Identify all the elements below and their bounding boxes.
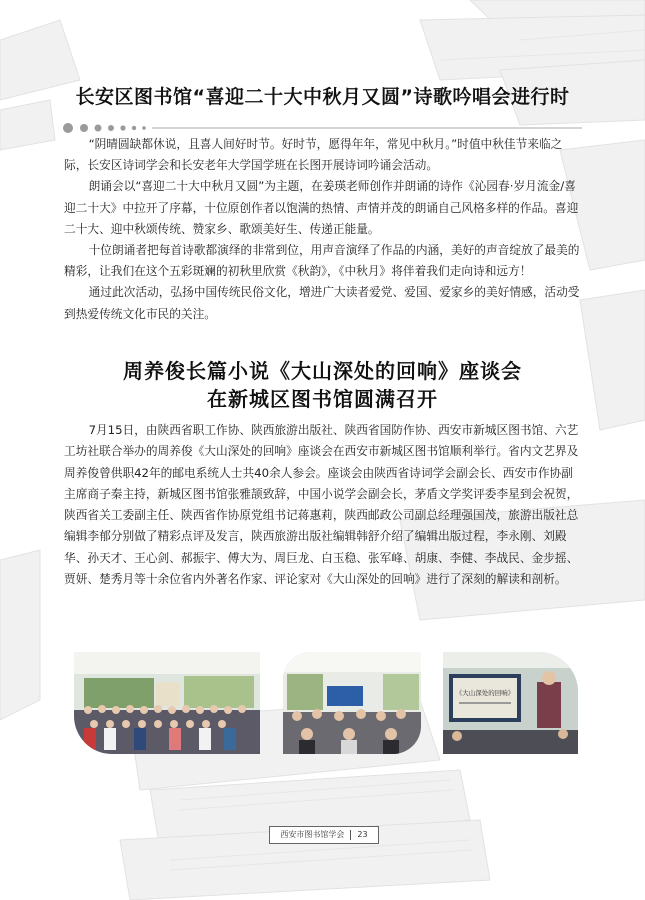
article2-title-line1: 周养俊长篇小说《大山深处的回响》座谈会 (123, 359, 522, 383)
article2-body (64, 420, 582, 590)
group-photo (74, 652, 260, 754)
article2-paragraph: 7月15日，由陕西省职工作协、陕西旅游出版社、陕西省国防作协、西安市新城区图书馆、六艺工坊社联合举办的周养俊《大山深处的回响》座谈会在西安市新城区图书馆顺利举行。省内文艺界及周养俊曾供职42年的邮电系统人士共40余人参会。座谈会由陕西省诗词学会副会长、西安市作协副主席商子秦主持，新城区图书馆张雅颉致辞，中国小说学会副会长，茅盾文学奖评委李星到会祝贺，陕西省关工委副主任、陕西省作协原党组书记蒋惠莉，陕西邮政公司副总经理强国茂，旅游出版社总编辑李郁分别做了精彩点评及发言，陕西旅游出版社编辑韩舒介绍了编辑出版过程，李永刚、刘殿华、孙天才、王心剑、郝振宇、傅大为、周巨龙、白玉稳、张军峰、胡康、李健、李战民、金步摇、贾妍、楚秀月等十余位省内外著名作家、评论家对《大山深处的回响》进行了深刻的解读和剖析。 (64, 423, 579, 587)
speaker-photo (443, 652, 578, 754)
article1-paragraph: “阴晴圆缺都休说，且喜人间好时节。好时节，愿得年年，常见中秋月。”时值中秋佳节来临之际，长安区诗词学会和长安老年大学国学班在长图开展诗词吟诵会活动。 (64, 137, 563, 173)
article2-title (40, 357, 605, 413)
article1-paragraph: 十位朗诵者把每首诗歌都演绎的非常到位，用声音演绎了作品的内涵，美好的声音绽放了最美的精彩，让我们在这个五彩斑斓的初秋里欣赏《秋韵》，《中秋月》将伴着我们走向诗和远方！ (64, 243, 580, 279)
seminar-photo (283, 652, 421, 754)
page-footer (269, 826, 379, 844)
article2-title-line2: 在新城区图书馆圆满召开 (207, 387, 438, 411)
dot-divider (62, 122, 582, 134)
page-number: 23 (357, 830, 368, 839)
article1-body (64, 134, 582, 325)
article1-paragraph: 通过此次活动，弘扬中国传统民俗文化，增进广大读者爱党、爱国、爱家乡的美好情感，活动受到热爱传统文化市民的关注。 (64, 285, 580, 321)
article1-title: 长安区图书馆“喜迎二十大中秋月又圆”诗歌吟唱会进行时 (75, 86, 570, 108)
footer-divider (350, 830, 351, 840)
screen-title-text: 《大山深处的回响》 (455, 689, 515, 697)
publication-name: 西安市图书馆学会 (280, 830, 345, 839)
article1-paragraph: 朗诵会以“喜迎二十大中秋月又圆”为主题，在姜瑛老师创作并朗诵的诗作《沁园春·岁月流金/喜迎二十大》中拉开了序幕，十位原创作者以饱满的热情、声情并茂的朗诵自己风格多样的作品。喜迎二十大、迎中秋颂传统、赞家乡、歌颂美好生、传递正能量。 (64, 179, 579, 236)
